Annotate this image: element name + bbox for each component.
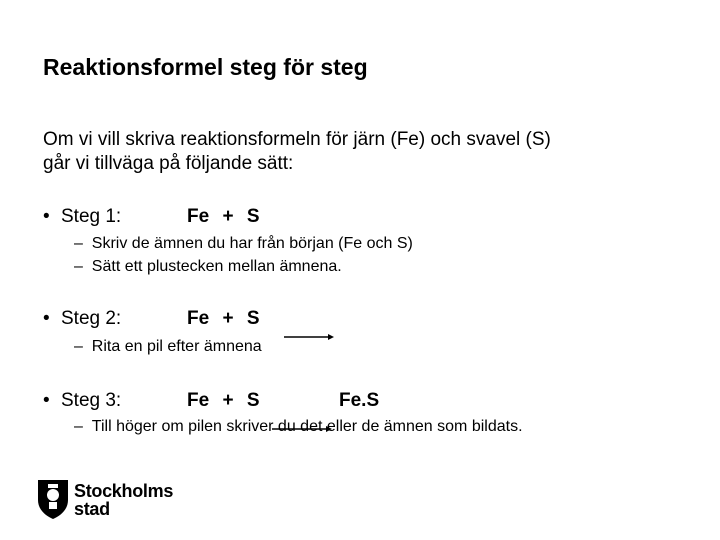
- step-3-sub-1-text: Till höger om pilen skriver du det eller de ämnen som bildats.: [91, 418, 523, 435]
- dash: –: [74, 338, 83, 355]
- step-1-formula: Fe + S: [187, 206, 260, 227]
- dash: –: [74, 418, 83, 435]
- step-1-label: Steg 1:: [61, 206, 122, 227]
- logo-line-1: Stockholms: [74, 481, 174, 501]
- intro-line-1: Om vi vill skriva reaktionsformeln för järn (Fe) och svavel (S): [43, 129, 551, 150]
- step-1-bullet: [43, 206, 121, 228]
- step-3-formula: Fe + S: [187, 390, 260, 411]
- intro-line-2: går vi tillväga på följande sätt:: [43, 153, 294, 174]
- logo-line-2: stad: [74, 499, 110, 519]
- step-3-sub-1: [74, 418, 523, 436]
- step-2-label: Steg 2:: [61, 308, 122, 329]
- step-3-label: Steg 3:: [61, 390, 122, 411]
- dash: –: [74, 258, 83, 275]
- bullet-dot: •: [43, 308, 50, 329]
- stockholm-crest-icon: [36, 478, 70, 520]
- step-3-bullet: [43, 390, 121, 412]
- dash: –: [74, 235, 83, 252]
- reaction-arrow-icon: [284, 332, 334, 342]
- intro-text: [43, 128, 551, 176]
- step-1-sub-1: [74, 235, 413, 253]
- step-1-sub-1-text: Skriv de ämnen du har från början (Fe och S): [91, 235, 413, 252]
- slide-title: Reaktionsformel steg för steg: [43, 54, 368, 80]
- bullet-dot: •: [43, 390, 50, 411]
- step-2-formula: Fe + S: [187, 308, 260, 329]
- step-2-bullet: [43, 308, 121, 330]
- step-1-sub-2: [74, 258, 342, 276]
- step-2-sub-1: [74, 338, 262, 356]
- step-2-sub-1-text: Rita en pil efter ämnena: [91, 338, 262, 355]
- step-3-product: Fe.S: [339, 390, 380, 411]
- bullet-dot: •: [43, 206, 50, 227]
- step-1-sub-2-text: Sätt ett plustecken mellan ämnena.: [91, 258, 342, 275]
